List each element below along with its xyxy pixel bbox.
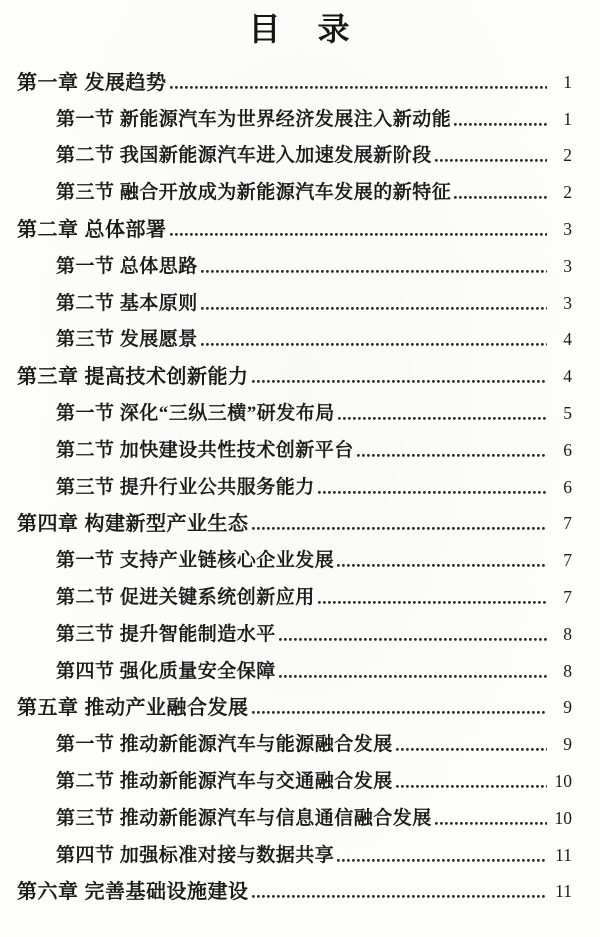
toc-entry-section-15 <box>0 614 600 651</box>
toc-entry-section-21 <box>0 835 600 872</box>
toc-entry-label: 第三章 提高技术创新能力 <box>17 366 249 389</box>
toc-entry-label: 第三节 推动新能源汽车与信息通信融合发展 <box>56 807 432 829</box>
page-title: 目 录 <box>248 11 352 47</box>
toc-entry-page: 5 <box>563 403 572 424</box>
toc-entry-page: 9 <box>563 734 572 755</box>
toc-entry-page: 2 <box>563 182 572 203</box>
dot-leader <box>252 711 547 714</box>
toc-entry-section-1 <box>0 99 600 136</box>
toc-entry-page: 2 <box>563 145 572 166</box>
toc-entry-page: 3 <box>563 255 572 276</box>
dot-leader <box>337 859 547 862</box>
toc-entry-page: 4 <box>563 329 572 350</box>
dot-leader <box>252 380 547 383</box>
toc-entry-chapter-4 <box>0 209 600 246</box>
toc-entry-section-16 <box>0 651 600 688</box>
toc-entry-page: 11 <box>555 881 572 902</box>
toc-entry-label: 第六章 完善基础设施建设 <box>17 881 249 904</box>
toc-entry-section-19 <box>0 761 600 798</box>
toc-entry-label: 第三节 融合开放成为新能源汽车发展的新特征 <box>56 182 452 204</box>
dot-leader <box>357 454 547 457</box>
toc-entry-page: 3 <box>563 219 572 240</box>
toc-entry-page: 11 <box>555 844 572 865</box>
toc-entry-chapter-22 <box>0 872 600 909</box>
toc-entry-section-2 <box>0 136 600 173</box>
dot-leader <box>337 564 547 567</box>
toc-entry-label: 第一节 深化“三纵三横”研发布局 <box>56 403 335 425</box>
toc-entry-label: 第三节 提升行业公共服务能力 <box>56 476 315 498</box>
dot-leader <box>318 601 547 604</box>
dot-leader <box>279 638 547 641</box>
toc-entry-section-5 <box>0 246 600 283</box>
toc-entry-label: 第一章 发展趋势 <box>17 71 167 94</box>
dot-leader <box>201 307 547 310</box>
dot-leader <box>170 86 547 89</box>
toc-entry-chapter-12 <box>0 504 600 541</box>
dot-leader <box>201 343 547 346</box>
toc-entry-page: 6 <box>563 476 572 497</box>
toc-list <box>0 62 600 908</box>
toc-entry-label: 第四节 强化质量安全保障 <box>56 660 276 682</box>
dot-leader <box>454 123 547 126</box>
toc-entry-chapter-17 <box>0 688 600 725</box>
toc-entry-label: 第二节 促进关键系统创新应用 <box>56 587 315 609</box>
toc-entry-page: 9 <box>563 697 572 718</box>
dot-leader <box>454 196 547 199</box>
dot-leader <box>201 270 547 273</box>
toc-entry-section-11 <box>0 467 600 504</box>
toc-entry-label: 第二节 推动新能源汽车与交通融合发展 <box>56 771 393 793</box>
toc-entry-section-10 <box>0 430 600 467</box>
toc-entry-chapter-0 <box>0 62 600 99</box>
toc-entry-section-13 <box>0 540 600 577</box>
toc-entry-section-3 <box>0 172 600 209</box>
toc-entry-section-6 <box>0 283 600 320</box>
dot-leader <box>435 159 547 162</box>
toc-entry-page: 1 <box>563 71 572 92</box>
toc-entry-label: 第二章 总体部署 <box>17 219 167 242</box>
toc-entry-label: 第三节 发展愿景 <box>56 329 198 351</box>
toc-entry-page: 1 <box>563 108 572 129</box>
toc-entry-label: 第三节 提升智能制造水平 <box>56 623 276 645</box>
toc-entry-page: 10 <box>554 807 572 828</box>
dot-leader <box>252 527 547 530</box>
toc-entry-label: 第四节 加强标准对接与数据共享 <box>56 844 335 866</box>
dot-leader <box>170 233 547 236</box>
toc-entry-page: 6 <box>563 439 572 460</box>
toc-entry-section-14 <box>0 577 600 614</box>
toc-entry-section-7 <box>0 320 600 357</box>
dot-leader <box>396 785 547 788</box>
toc-entry-page: 8 <box>563 660 572 681</box>
toc-entry-section-20 <box>0 798 600 835</box>
toc-entry-section-9 <box>0 393 600 430</box>
toc-entry-label: 第一节 推动新能源汽车与能源融合发展 <box>56 734 393 756</box>
toc-entry-page: 10 <box>554 771 572 792</box>
toc-entry-label: 第二节 基本原则 <box>56 292 198 314</box>
toc-entry-page: 4 <box>563 366 572 387</box>
dot-leader <box>318 491 547 494</box>
toc-entry-label: 第四章 构建新型产业生态 <box>17 513 249 536</box>
dot-leader <box>252 895 547 898</box>
toc-entry-label: 第五章 推动产业融合发展 <box>17 697 249 720</box>
toc-entry-label: 第二节 加快建设共性技术创新平台 <box>56 439 354 461</box>
toc-entry-page: 7 <box>563 513 572 534</box>
toc-entry-page: 3 <box>563 292 572 313</box>
toc-entry-label: 第一节 新能源汽车为世界经济发展注入新动能 <box>56 108 452 130</box>
toc-entry-page: 8 <box>563 623 572 644</box>
toc-entry-label: 第一节 支持产业链核心企业发展 <box>56 550 335 572</box>
dot-leader <box>279 675 547 678</box>
toc-entry-section-18 <box>0 724 600 761</box>
dot-leader <box>435 822 547 825</box>
toc-entry-label: 第二节 我国新能源汽车进入加速发展新阶段 <box>56 145 432 167</box>
dot-leader <box>396 748 547 751</box>
toc-entry-page: 7 <box>563 550 572 571</box>
dot-leader <box>338 417 547 420</box>
toc-entry-page: 7 <box>563 587 572 608</box>
toc-entry-chapter-8 <box>0 356 600 393</box>
toc-entry-label: 第一节 总体思路 <box>56 255 198 277</box>
